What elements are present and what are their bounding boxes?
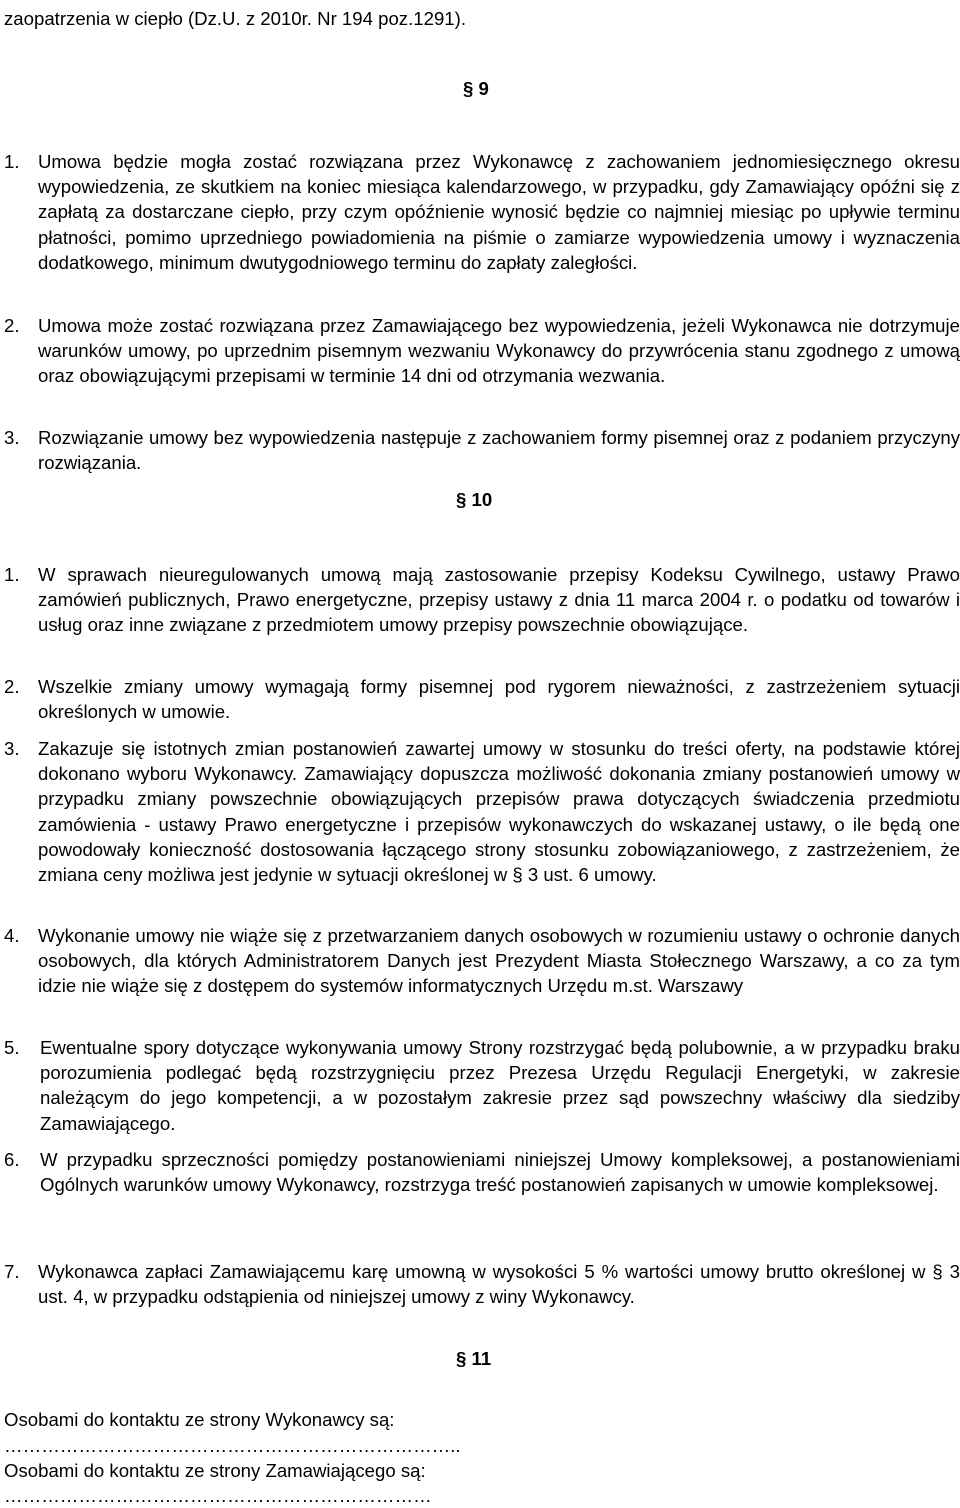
continuation-line: zaopatrzenia w ciepło (Dz.U. z 2010r. Nr 194 poz.1291). bbox=[4, 8, 466, 29]
paragraph-10-2 bbox=[4, 674, 960, 724]
paragraph-text: Wykonawca zapłaci Zamawiającemu karę umowną w wysokości 5 % wartości umowy brutto określonej w § 3 ust. 4, w przypadku odstąpienia od niniejszej umowy z winy Wykonawcy. bbox=[38, 1261, 960, 1308]
paragraph-number: 6. bbox=[4, 1149, 20, 1170]
paragraph-10-7 bbox=[4, 1259, 960, 1309]
paragraph-number: 1. bbox=[4, 564, 20, 585]
paragraph-10-1 bbox=[4, 562, 960, 638]
paragraph-number: 2. bbox=[4, 315, 20, 336]
paragraph-number: 1. bbox=[4, 151, 20, 172]
paragraph-10-3 bbox=[4, 736, 960, 887]
contact-client-value: …………………………………………………………… bbox=[4, 1485, 432, 1506]
section-heading-10: § 10 bbox=[456, 489, 493, 510]
paragraph-text: W przypadku sprzeczności pomiędzy postanowieniami niniejszej Umowy kompleksowej, a postanowieniami Ogólnych warunków umowy Wykonawcy, rozstrzyga treść postanowień zapisanych w umowie kompleksowej. bbox=[40, 1149, 960, 1196]
paragraph-text: Zakazuje się istotnych zmian postanowień zawartej umowy w stosunku do treści oferty, na podstawie której dokonano wyboru Wykonawcy. Zamawiający dopuszcza możliwość dokonania zmiany postanowień umowy w przypadku zmiany powszechnie obowiązujących przepisów prawa dotyczących świadczenia przedmiotu zamówienia - ustawy Prawo energetyczne i przepisów wykonawczych do wskazanej ustawy, o ile będą one powodowały konieczność dostosowania łączącego strony stosunku zobowiązaniowego, z zastrzeżeniem, że zmiana ceny możliwa jest jedynie w sytuacji określonej w § 3 ust. 6 umowy. bbox=[38, 738, 960, 886]
section-heading-9: § 9 bbox=[463, 78, 489, 99]
paragraph-9-1 bbox=[4, 149, 960, 275]
paragraph-number: 5. bbox=[4, 1037, 20, 1058]
contact-contractor-label: Osobami do kontaktu ze strony Wykonawcy są: bbox=[4, 1409, 395, 1430]
paragraph-number: 3. bbox=[4, 738, 20, 759]
paragraph-number: 3. bbox=[4, 427, 20, 448]
paragraph-text: Wszelkie zmiany umowy wymagają formy pisemnej pod rygorem nieważności, z zastrzeżeniem sytuacji określonych w umowie. bbox=[38, 676, 960, 723]
paragraph-text: W sprawach nieuregulowanych umową mają zastosowanie przepisy Kodeksu Cywilnego, ustawy Prawo zamówień publicznych, Prawo energetyczne, przepisy ustawy z dnia 11 marca 2004 r. o podatku od towarów i usług oraz inne związane z przedmiotem umowy przepisy powszechnie obowiązujące. bbox=[38, 564, 960, 636]
paragraph-text: Wykonanie umowy nie wiąże się z przetwarzaniem danych osobowych w rozumieniu ustawy o ochronie danych osobowych, dla których Administratorem Danych jest Prezydent Miasta Stołecznego Warszawy, a co za tym idzie nie wiąże się z dostępem do systemów informatycznych Urzędu m.st. Warszawy bbox=[38, 925, 960, 997]
paragraph-text: Ewentualne spory dotyczące wykonywania umowy Strony rozstrzygać będą polubownie, a w przypadku braku porozumienia podlegać będą rozstrzygnięciu przez Prezesa Urzędu Regulacji Energetyki, w zakresie należącym do jego kompetencji, a w pozostałym zakresie przez sąd powszechny właściwy dla siedziby Zamawiającego. bbox=[40, 1037, 960, 1134]
paragraph-10-4 bbox=[4, 923, 960, 999]
paragraph-10-6 bbox=[4, 1147, 960, 1197]
paragraph-text: Rozwiązanie umowy bez wypowiedzenia następuje z zachowaniem formy pisemnej oraz z podaniem przyczyny rozwiązania. bbox=[38, 427, 960, 474]
paragraph-text: Umowa może zostać rozwiązana przez Zamawiającego bez wypowiedzenia, jeżeli Wykonawca nie dotrzymuje warunków umowy, po uprzednim pisemnym wezwaniu Wykonawcy do przywrócenia stanu zgodnego z umową oraz obowiązującymi przepisami w terminie 14 dni od otrzymania wezwania. bbox=[38, 315, 960, 387]
paragraph-9-2 bbox=[4, 313, 960, 389]
section-heading-11: § 11 bbox=[456, 1348, 492, 1369]
contact-client-label: Osobami do kontaktu ze strony Zamawiającego są: bbox=[4, 1460, 426, 1481]
paragraph-number: 2. bbox=[4, 676, 20, 697]
paragraph-number: 7. bbox=[4, 1261, 20, 1282]
paragraph-text: Umowa będzie mogła zostać rozwiązana przez Wykonawcę z zachowaniem jednomiesięcznego okresu wypowiedzenia, ze skutkiem na koniec miesiąca kalendarzowego, w przypadku, gdy Zamawiający opóźni się z zapłatą za dostarczane ciepło, przy czym opóźnienie wynosić będzie co najmniej miesiąc po upływie terminu płatności, pomimo uprzedniego powiadomienia na piśmie o zamiarze wypowiedzenia umowy i wyznaczenia dodatkowego, minimum dwutygodniowego terminu do zapłaty zaległości. bbox=[38, 151, 960, 273]
paragraph-number: 4. bbox=[4, 925, 20, 946]
paragraph-10-5 bbox=[4, 1035, 960, 1136]
paragraph-9-3 bbox=[4, 425, 960, 475]
contact-contractor-value: ……………………………………………………………….. bbox=[4, 1435, 461, 1456]
